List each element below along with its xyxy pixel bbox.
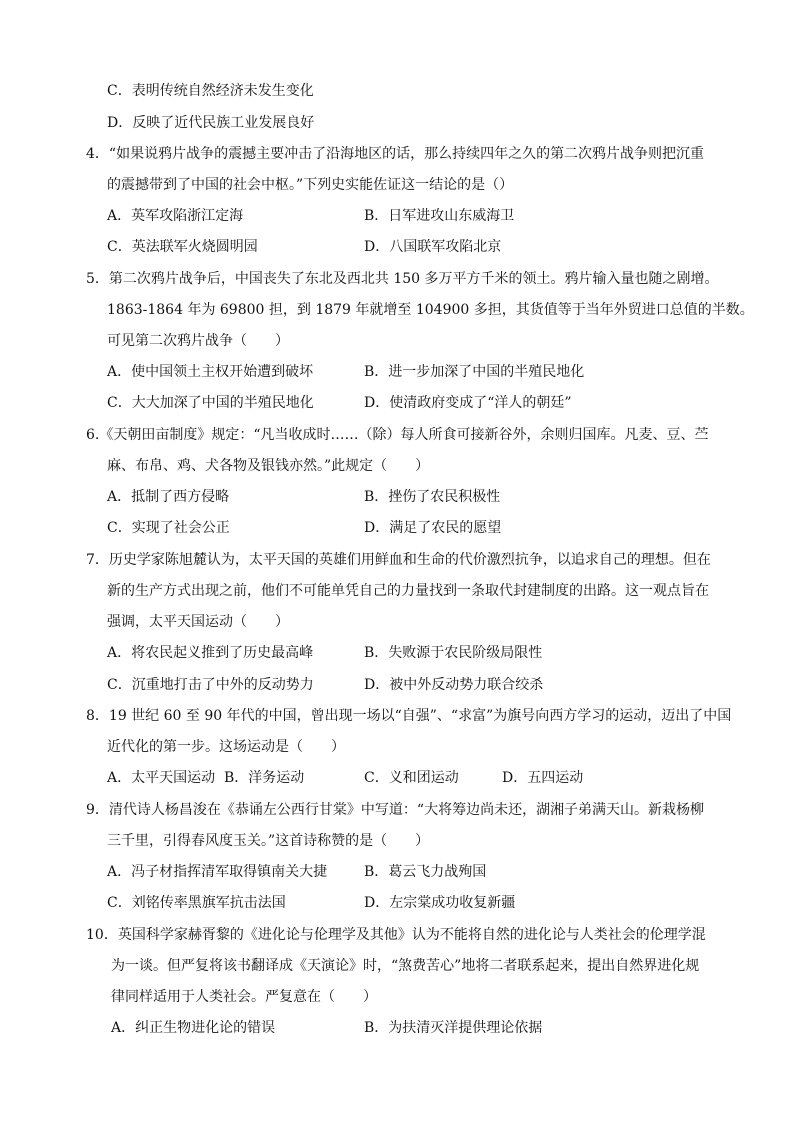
q6-option-b: B．挫伤了农民积极性 <box>364 489 501 505</box>
q6-option-c: C．实现了社会公正 <box>107 520 230 536</box>
q7-stem-line3: 强调，太平天国运动（ ） <box>107 614 289 630</box>
q7-option-c: C．沉重地打击了中外的反动势力 <box>107 677 314 693</box>
q3-option-c: C．表明传统自然经济未发生变化 <box>107 83 314 99</box>
q7-option-b: B．失败源于农民阶级局限性 <box>364 645 543 661</box>
q8-option-d: D．五四运动 <box>502 770 584 786</box>
q8-option-a: A．太平天国运动 <box>107 770 216 786</box>
q9-option-b: B．葛云飞力战殉国 <box>364 864 487 880</box>
q3-option-d: D．反映了近代民族工业发展良好 <box>107 115 315 131</box>
q4-option-d: D．八国联军攻陷北京 <box>364 239 502 255</box>
q5-option-b: B．进一步加深了中国的半殖民地化 <box>364 364 585 380</box>
q7-stem-line2: 新的生产方式出现之前，他们不可能单凭自己的力量找到一条取代封建制度的出路。这一观点旨在 <box>107 583 709 599</box>
q9-option-a: A．冯子材指挥清军取得镇南关大捷 <box>107 864 328 880</box>
q8-stem-line2: 近代化的第一步。这场运动是（ ） <box>107 739 345 755</box>
q7-option-a: A．将农民起义推到了历史最高峰 <box>107 645 314 661</box>
q7-option-d: D．被中外反动势力联合绞杀 <box>364 677 544 693</box>
q7-stem-line1: 7．历史学家陈旭麓认为，太平天国的英雄们用鲜血和生命的代价激烈抗争，以追求自己的理想。但在 <box>86 552 711 568</box>
q9-option-c: C．刘铭传率黑旗军抗击法国 <box>107 895 286 911</box>
q4-option-a: A．英军攻陷浙江定海 <box>107 208 244 224</box>
q9-stem-line1: 9．清代诗人杨昌浚在《恭诵左公西行甘棠》中写道：“大将筹边尚未还，湖湘子弟满天山。新栽杨柳 <box>86 802 705 818</box>
q4-option-c: C．英法联军火烧圆明园 <box>107 239 258 255</box>
q4-stem-line1: 4．“如果说鸦片战争的震撼主要冲击了沿海地区的话，那么持续四年之久的第二次鸦片战争则把沉重 <box>86 146 705 162</box>
q9-option-d: D．左宗棠成功收复新疆 <box>364 895 516 911</box>
q6-stem-line2: 麻、布帛、鸡、犬各物及银钱亦然。”此规定（ ） <box>107 458 430 474</box>
q8-option-b: B．洋务运动 <box>224 770 305 786</box>
q5-stem-line3: 可见第二次鸦片战争（ ） <box>107 333 289 349</box>
q5-option-a: A．使中国领土主权开始遭到破坏 <box>107 364 314 380</box>
q4-stem-line2: 的震撼带到了中国的社会中枢。”下列史实能佐证这一结论的是（） <box>107 177 514 193</box>
q8-option-c: C．义和团运动 <box>364 770 459 786</box>
q10-stem-line3: 律同样适用于人类社会。严复意在（ ） <box>111 989 377 1005</box>
q10-option-a: A．纠正生物进化论的错误 <box>111 1020 276 1036</box>
q10-option-b: B．为扶清灭洋提供理论依据 <box>364 1020 543 1036</box>
q9-stem-line2: 三千里，引得春风度玉关。”这首诗称赞的是（ ） <box>107 833 430 849</box>
q10-stem-line1: 10．英国科学家赫胥黎的《进化论与伦理学及其他》认为不能将自然的进化论与人类社会的伦理学混 <box>86 927 706 943</box>
q4-option-b: B．日军进攻山东威海卫 <box>364 208 515 224</box>
q5-option-d: D．使清政府变成了“洋人的朝廷” <box>364 395 572 411</box>
q6-option-d: D．满足了农民的愿望 <box>364 520 502 536</box>
q5-option-c: C．大大加深了中国的半殖民地化 <box>107 395 314 411</box>
q5-stem-line2: 1863-1864 年为 69800 担，到 1879 年就增至 104900 多担，其货值等于当年外贸进口总值的半数。 <box>107 302 754 318</box>
q8-stem-line1: 8．19 世纪 60 至 90 年代的中国，曾出现一场以“自强”、“求富”为旗号向西方学习的运动，迈出了中国 <box>86 708 732 724</box>
q5-stem-line1: 5．第二次鸦片战争后，中国丧失了东北及西北共 150 多万平方千米的领土。鸦片输入量也随之剧增。 <box>86 271 719 287</box>
q6-option-a: A．抵制了西方侵略 <box>107 489 230 505</box>
q6-stem-line1: 6.《天朝田亩制度》规定：“凡当收成时……（除）每人所食可接新谷外，余则归国库。凡麦、豆、苎 <box>86 427 709 443</box>
q10-stem-line2: 为一谈。但严复将该书翻译成《天演论》时，“煞费苦心”地将二者联系起来，提出自然界进化规 <box>111 958 700 974</box>
